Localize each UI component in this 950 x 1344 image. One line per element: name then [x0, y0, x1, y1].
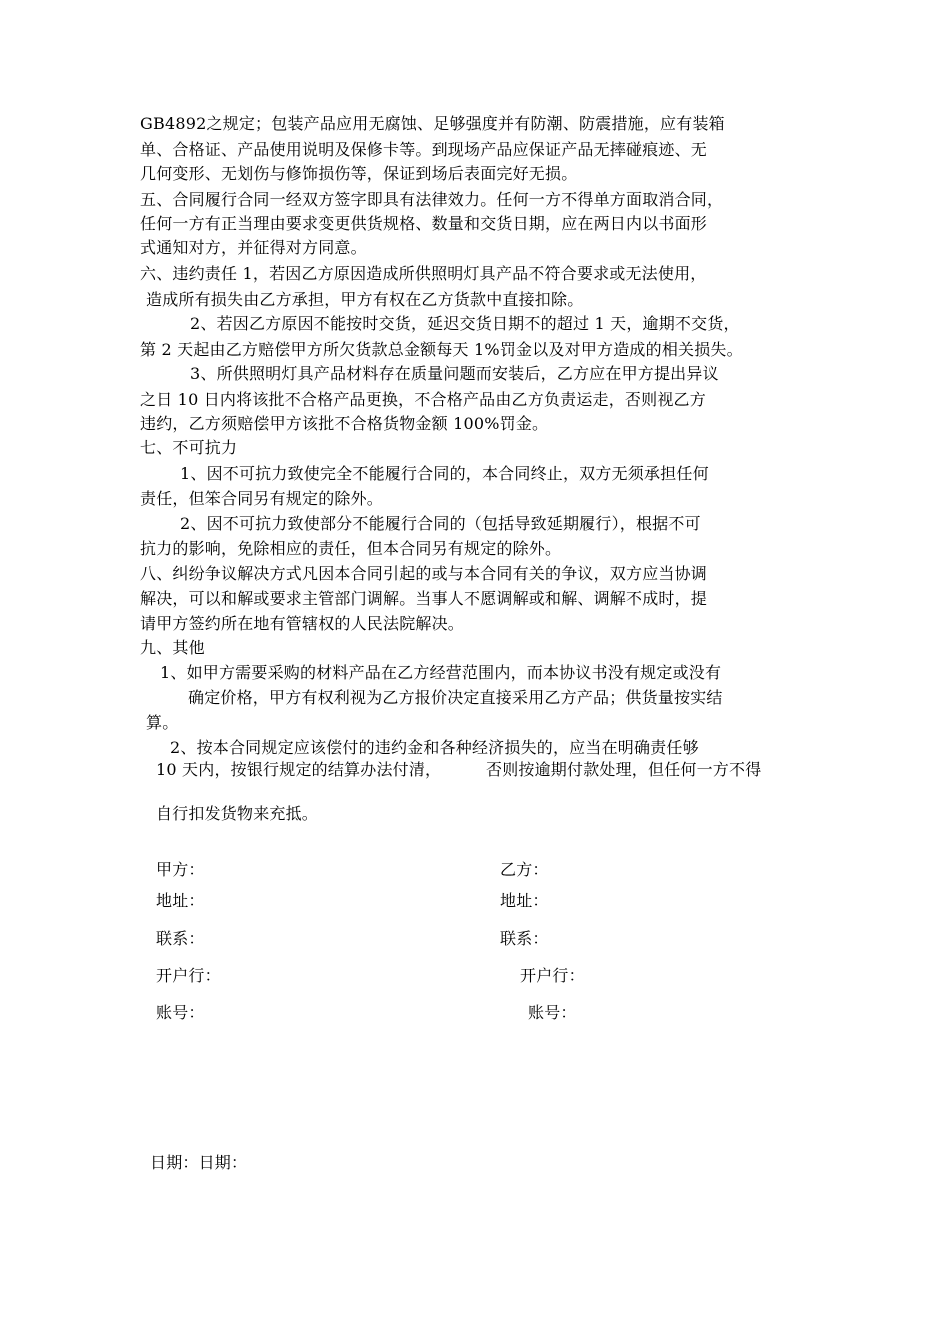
clause-text-line: 抗力的影响，免除相应的责任，但本合同另有规定的除外。 — [140, 539, 562, 558]
clause-six-heading-line: 六、违约责任 1，若因乙方原因造成所供照明灯具产品不符合要求或无法使用， — [140, 264, 707, 283]
clause-text-line: 造成所有损失由乙方承担，甲方有权在乙方货款中直接扣除。 — [146, 290, 584, 309]
clause-text-line: 3、所供照明灯具产品材料存在质量问题而安装后，乙方应在甲方提出异议 — [190, 364, 719, 383]
clause-text-line: 2、若因乙方原因不能按时交货，延迟交货日期不的超过 1 天，逾期不交货， — [190, 314, 740, 333]
clause-text-line: 算。 — [146, 713, 179, 732]
clause-text-line: 几何变形、无划伤与修饰损伤等，保证到场后表面完好无损。 — [140, 164, 578, 183]
bank-b-label: 开户行： — [520, 966, 585, 985]
address-a-label: 地址： — [156, 891, 205, 910]
account-b-label: 账号： — [528, 1003, 577, 1022]
clause-text-line: 请甲方签约所在地有管辖权的人民法院解决。 — [140, 614, 465, 633]
party-a-label: 甲方： — [156, 860, 205, 879]
clause-text-line: 1、如甲方需要采购的材料产品在乙方经营范围内，而本协议书没有规定或没有 — [160, 663, 722, 682]
clause-text-line: 解决，可以和解或要求主管部门调解。当事人不愿调解或和解、调解不成时，提 — [140, 589, 708, 608]
address-b-label: 地址： — [500, 891, 549, 910]
contact-a-label: 联系： — [156, 929, 205, 948]
clause-text-line: 第 2 天起由乙方赔偿甲方所欠货款总金额每天 1%罚金以及对甲方造成的相关损失。 — [140, 340, 743, 359]
split-text-left: 10 天内，按银行规定的结算办法付清， — [156, 760, 442, 779]
party-b-label: 乙方： — [500, 860, 549, 879]
clause-seven-heading: 七、不可抗力 — [140, 438, 238, 457]
clause-text-line: 违约，乙方须赔偿甲方该批不合格货物金额 100%罚金。 — [140, 414, 549, 433]
clause-text-line: 式通知对方，并征得对方同意。 — [140, 238, 367, 257]
clause-text-line: 之日 10 日内将该批不合格产品更换，不合格产品由乙方负责运走，否则视乙方 — [140, 390, 706, 409]
clause-nine-heading: 九、其他 — [140, 638, 205, 657]
clause-text-tail: 自行扣发货物来充抵。 — [156, 804, 319, 823]
clause-five-heading-line: 五、合同履行合同一经双方签字即具有法律效力。任何一方不得单方面取消合同， — [140, 190, 724, 209]
contact-b-label: 联系： — [500, 929, 549, 948]
clause-text-line: 责任，但笨合同另有规定的除外。 — [140, 489, 384, 508]
clause-text-line: 单、合格证、产品使用说明及保修卡等。到现场产品应保证产品无摔碰痕迹、无 — [140, 140, 708, 159]
split-text-right: 否则按逾期付款处理，但任何一方不得 — [486, 760, 762, 779]
clause-text-line: 确定价格，甲方有权利视为乙方报价决定直接采用乙方产品；供货量按实结 — [188, 688, 723, 707]
date-label: 日期：日期： — [150, 1153, 248, 1172]
clause-text-line: 1、因不可抗力致使完全不能履行合同的，本合同终止，双方无须承担任何 — [180, 464, 709, 483]
clause-text-line: 2、按本合同规定应该偿付的违约金和各种经济损失的，应当在明确责任够 — [170, 738, 699, 757]
bank-a-label: 开户行： — [156, 966, 221, 985]
clause-text-line: 2、因不可抗力致使部分不能履行合同的（包括导致延期履行），根据不可 — [180, 514, 701, 533]
account-a-label: 账号： — [156, 1003, 205, 1022]
clause-text-line: GB4892之规定；包装产品应用无腐蚀、足够强度并有防潮、防震措施，应有装箱 — [140, 114, 725, 133]
clause-eight-heading-line: 八、纠纷争议解决方式凡因本合同引起的或与本合同有关的争议，双方应当协调 — [140, 564, 708, 583]
clause-text-line: 任何一方有正当理由要求变更供货规格、数量和交货日期，应在两日内以书面形 — [140, 214, 708, 233]
